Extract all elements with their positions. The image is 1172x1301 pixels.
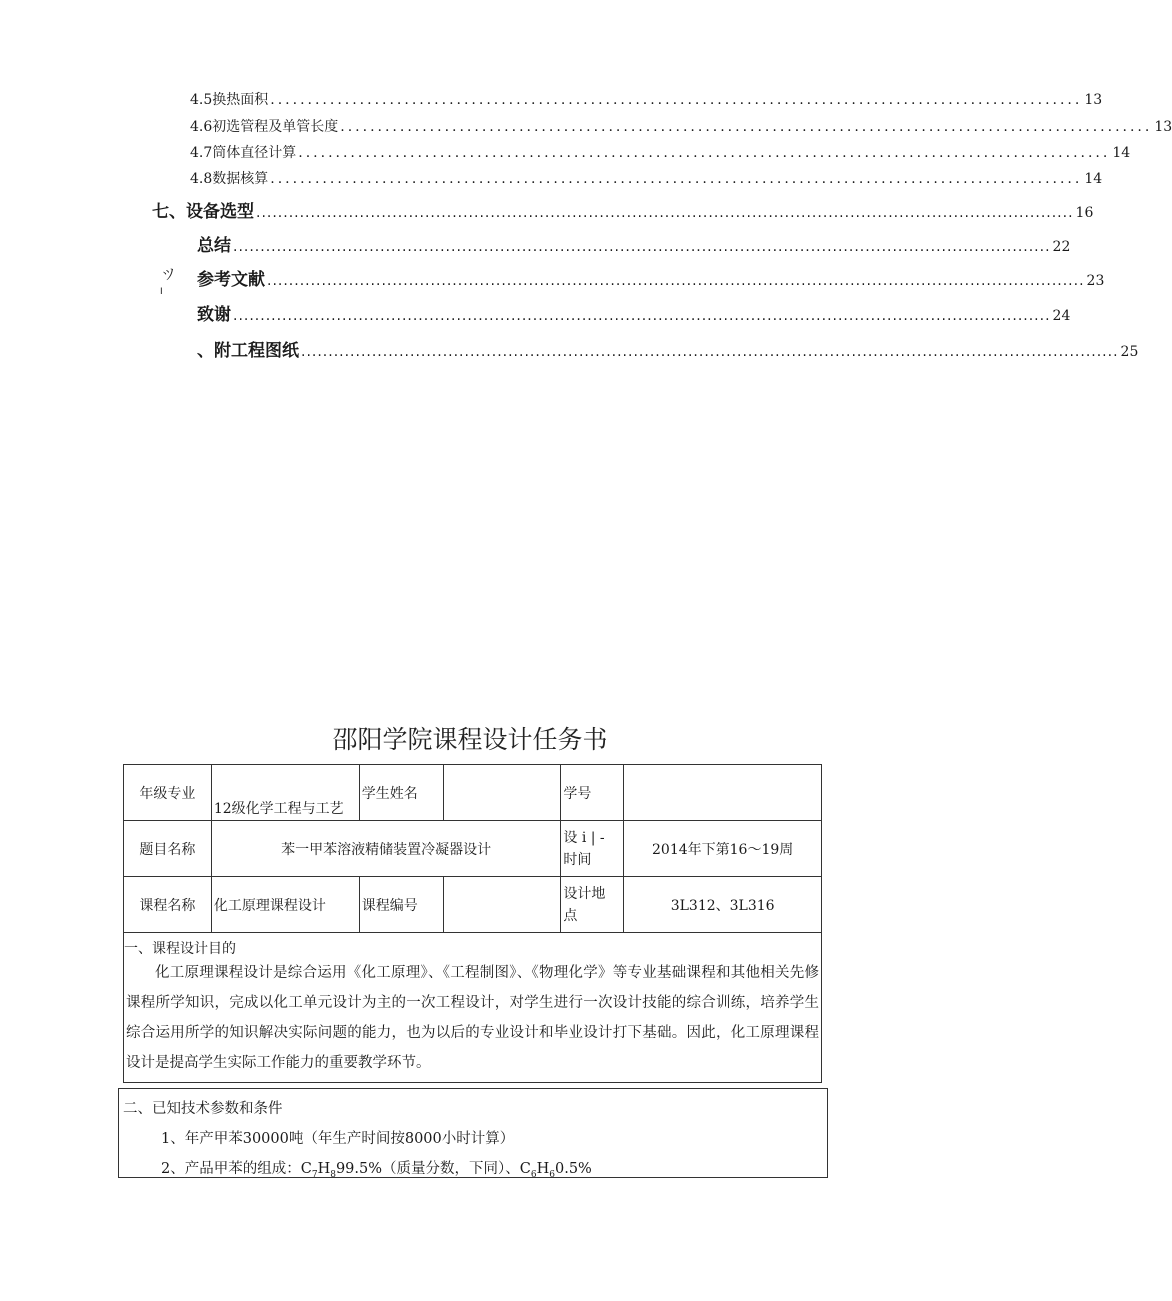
toc-item-page: 25 (1120, 344, 1139, 360)
table-row (124, 933, 822, 1083)
toc-item-title: 、附工程图纸 (197, 341, 299, 361)
toc-item-title: 筒体直径计算 (212, 145, 297, 161)
table-row (124, 765, 822, 821)
known-parameters-heading: 二、已知技术参数和条件 (123, 1101, 283, 1117)
student-name-value[interactable] (443, 765, 561, 821)
course-value: 化工原理课程设计 (211, 877, 359, 933)
stray-mark: ツ (160, 265, 179, 285)
toc-item-page: 23 (1086, 273, 1105, 289)
design-purpose-heading: 一、课程设计目的 (124, 941, 236, 957)
toc-item-drawings[interactable] (197, 336, 1139, 361)
topic-value: 苯一甲苯溶液精储装置冷凝器设计 (211, 821, 561, 877)
student-id-value[interactable] (624, 765, 822, 821)
toc-item-page: 24 (1052, 308, 1071, 324)
design-place-label-line1: 设计地 (563, 885, 606, 902)
toc-dot-leader: ............................................................................................................. (270, 92, 1083, 108)
course-code-value[interactable] (443, 877, 561, 933)
form-title: 邵阳学院课程设计任务书 (332, 725, 608, 754)
design-purpose-body: 化工原理课程设计是综合运用《化工原理》、《工程制图》、《物理化学》等专业基础课程和其他相关先修课程所学知识，完成以化工单元设计为主的一次工程设计，对学生进行一次设计技能的综合训练，培养学生综合运用所学的知识解决实际问题的能力，也为以后的专业设计和毕业设计打下基础。因此，化工原理课程设计是提高学生实际工作能力的重要教学环节。 (126, 965, 819, 1071)
topic-label: 题目名称 (124, 821, 212, 877)
known-parameters-item-2 (161, 1157, 592, 1180)
toc-item-number: 4.8 (190, 171, 213, 187)
toc-item-4-8[interactable] (190, 168, 1103, 188)
table-row (124, 821, 822, 877)
toc-item-page: 13 (1154, 119, 1172, 135)
toc-item-number: 4.6 (190, 119, 213, 135)
task-info-table (123, 764, 822, 1083)
toc-item-summary[interactable] (197, 231, 1071, 256)
toc-dot-leader: ............................................................................................................. (270, 171, 1083, 187)
toc-item-number: 4.7 (190, 145, 213, 161)
design-place-value: 3L312、3L316 (624, 877, 822, 933)
toc-item-title: 七、设备选型 (152, 202, 254, 222)
composition-text: H (536, 1161, 550, 1177)
toc-item-title: 数据核算 (212, 171, 269, 187)
design-time-value: 2014年下第16～19周 (624, 821, 822, 877)
design-place-label (561, 877, 624, 933)
toc-item-page: 14 (1084, 171, 1103, 187)
composition-text: H (317, 1161, 331, 1177)
course-code-label: 课程编号 (359, 877, 443, 933)
toc-item-acknowledgement[interactable] (197, 300, 1071, 325)
design-place-label-line2: 点 (563, 907, 578, 924)
stray-mark: I (160, 287, 163, 297)
design-time-label (561, 821, 624, 877)
grade-value: 12级化学工程与工艺 (211, 765, 359, 821)
course-label: 课程名称 (124, 877, 212, 933)
toc-item-4-6[interactable] (190, 116, 1172, 136)
toc-item-number: 4.5 (190, 92, 213, 108)
student-id-label: 学号 (561, 765, 624, 821)
toc-item-page: 16 (1075, 205, 1094, 221)
toc-item-4-7[interactable] (190, 142, 1131, 162)
known-parameters-item-1: 1、年产甲苯30000吨（年生产时间按8000小时计算） (161, 1131, 515, 1147)
toc-item-title: 总结 (197, 236, 231, 256)
toc-dot-leader: ...................................................................................................................................................... (301, 344, 1119, 360)
toc-item-title: 致谢 (197, 305, 231, 325)
composition-prefix: 2、产品甲苯的组成：C (161, 1161, 312, 1177)
design-purpose-section (124, 933, 822, 1083)
table-row (124, 877, 822, 933)
subscript: 6 (530, 1169, 537, 1180)
composition-text: 99.5%（质量分数，下同）、C (335, 1161, 531, 1177)
toc-item-title: 参考文献 (197, 270, 265, 290)
design-time-label-line1: 设 i | - (563, 829, 605, 846)
student-name-label: 学生姓名 (359, 765, 443, 821)
subscript: 6 (549, 1169, 555, 1180)
subscript: 8 (330, 1169, 336, 1180)
toc-item-page: 14 (1112, 145, 1131, 161)
toc-item-equipment[interactable] (152, 197, 1094, 222)
subscript: 7 (311, 1169, 318, 1180)
toc-dot-leader: ...................................................................................................................................................... (233, 239, 1051, 255)
composition-suffix: 0.5% (555, 1161, 592, 1177)
toc-item-references[interactable] (197, 265, 1105, 290)
toc-item-page: 22 (1052, 239, 1071, 255)
toc-item-4-5[interactable] (190, 89, 1103, 109)
design-time-label-line2: 时间 (563, 851, 592, 868)
known-parameters-section (118, 1088, 828, 1178)
toc-item-title: 初选管程及单管长度 (212, 119, 339, 135)
toc-dot-leader: ...................................................................................................................................................... (267, 273, 1085, 289)
toc-item-page: 13 (1084, 92, 1103, 108)
toc-item-title: 换热面积 (212, 92, 269, 108)
toc-dot-leader: ...................................................................................................................................................... (256, 205, 1074, 221)
grade-label: 年级专业 (124, 765, 212, 821)
toc-dot-leader: ............................................................................................................. (298, 145, 1111, 161)
toc-dot-leader: ...................................................................................................................................................... (233, 308, 1051, 324)
toc-dot-leader: ............................................................................................................. (340, 119, 1153, 135)
